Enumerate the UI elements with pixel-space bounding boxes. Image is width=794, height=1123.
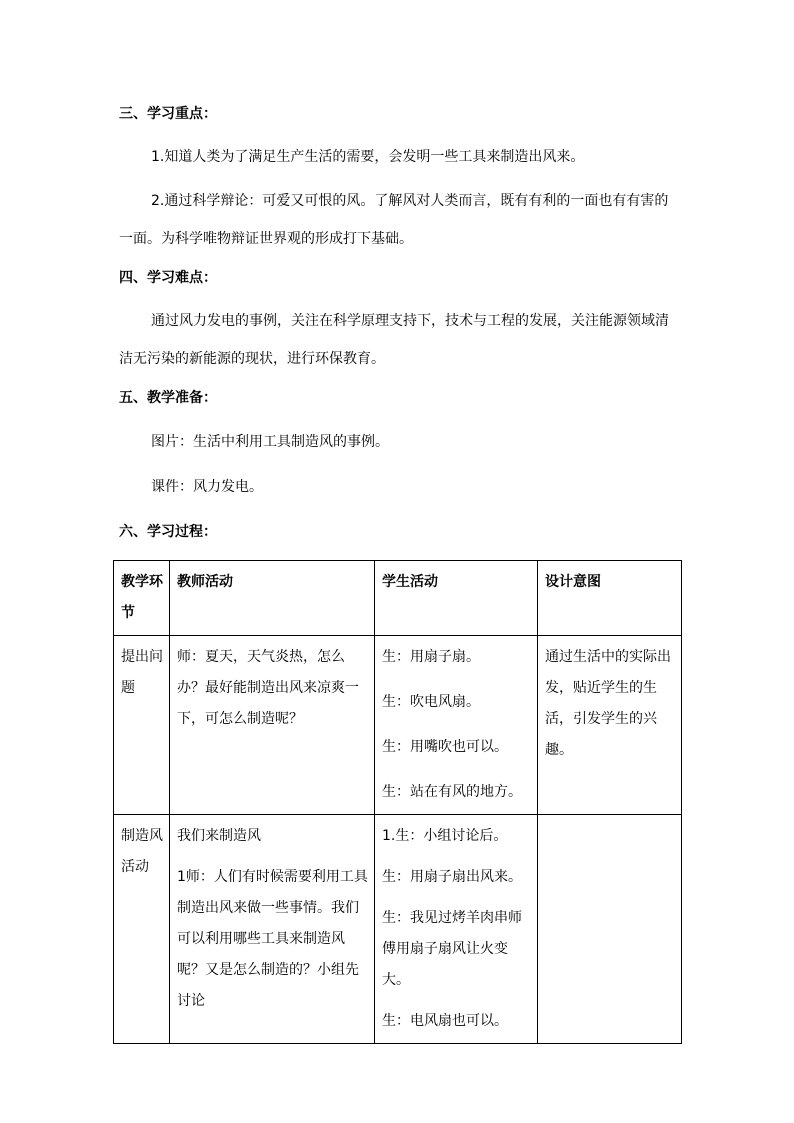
row1-teacher-line: 师：夏天，天气炎热，怎么办？最好能制造出风来凉爽一下，可怎么制造呢？ xyxy=(177,649,359,727)
row1-stage: 提出问题 xyxy=(114,636,170,815)
heading-difficulties: 四、学习难点： xyxy=(119,270,217,286)
row2-teacher xyxy=(170,815,375,1044)
prep-courseware: 课件：风力发电。 xyxy=(151,479,263,495)
lesson-process-table xyxy=(113,560,682,1044)
prep-pictures: 图片：生活中利用工具制造风的事例。 xyxy=(151,434,389,450)
key-point-1-text: 1.知道人类为了满足生产生活的需要，会发明一些工具来制造出风来。 xyxy=(151,149,585,165)
header-student: 学生活动 xyxy=(375,561,538,636)
row2-teacher-line: 1师：人们有时候需要利用工具制造出风来做一些事情。我们可以利用哪些工具来制造风呢？又是怎么制造的？小组先讨论 xyxy=(177,869,368,1009)
row1-student-line: 生：用嘴吹也可以。 xyxy=(382,739,508,755)
heading-preparation: 五、教学准备： xyxy=(119,390,217,406)
header-intent: 设计意图 xyxy=(538,561,682,636)
row1-student-line: 生：用扇子扇。 xyxy=(382,649,480,665)
key-point-1 xyxy=(119,138,679,176)
header-teacher: 教师活动 xyxy=(170,561,375,636)
heading-key-points: 三、学习重点： xyxy=(119,106,217,122)
key-point-2-text: 2.通过科学辩论：可爱又可恨的风。了解风对人类而言，既有有利的一面也有有害的一面。为科学唯物辩证世界观的形成打下基础。 xyxy=(119,193,669,247)
row2-stage: 制造风活动 xyxy=(114,815,170,1044)
row1-student xyxy=(375,636,538,815)
row1-student-line: 生：站在有风的地方。 xyxy=(382,784,522,800)
difficulty-paragraph xyxy=(119,302,679,378)
heading-process: 六、学习过程： xyxy=(119,524,217,540)
key-point-2 xyxy=(119,182,679,258)
row2-student xyxy=(375,815,538,1044)
row2-student-line: 生：用扇子扇出风来。 xyxy=(382,869,522,885)
row2-student-line: 1.生：小组讨论后。 xyxy=(382,828,508,844)
header-stage: 教学环节 xyxy=(114,561,170,636)
row1-intent: 通过生活中的实际出发，贴近学生的生活，引发学生的兴趣。 xyxy=(538,636,682,815)
row1-student-line: 生：吹电风扇。 xyxy=(382,694,480,710)
difficulty-text: 通过风力发电的事例，关注在科学原理支持下，技术与工程的发展，关注能源领域清洁无污染的新能源的现状，进行环保教育。 xyxy=(119,313,669,367)
row2-student-line: 生：电风扇也可以。 xyxy=(382,1013,508,1029)
row2-student-line: 生：我见过烤羊肉串师傅用扇子扇风让火变大。 xyxy=(382,910,522,988)
table-header-row xyxy=(114,561,682,636)
row2-intent xyxy=(538,815,682,1044)
row1-teacher xyxy=(170,636,375,815)
table-row xyxy=(114,636,682,815)
table-row xyxy=(114,815,682,1044)
row2-teacher-line: 我们来制造风 xyxy=(177,828,261,844)
